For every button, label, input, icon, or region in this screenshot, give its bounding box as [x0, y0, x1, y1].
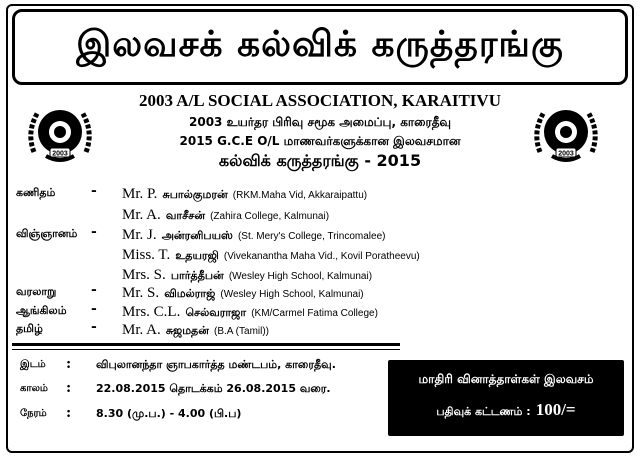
teacher-entry: Mr. A. சுஜமதன் (B.A (Tamil)) — [122, 322, 269, 338]
svg-text:2003: 2003 — [558, 150, 574, 158]
time-label: நேரம் — [20, 408, 47, 419]
time-row: நேரம் : 8.30 (மு.ப.) - 4.00 (பி.ப) — [20, 405, 242, 421]
venue-label: இடம் — [20, 359, 46, 370]
subject-row — [0, 301, 640, 321]
subject-row — [0, 183, 640, 203]
teacher-entry: Mr. P. சுபால்குமரன் (RKM.Maha Vid, Akkaraipattu) — [122, 186, 368, 202]
association-seal-right — [530, 98, 602, 170]
registration-info-box — [388, 360, 624, 436]
subject-name: வரலாறு — [16, 285, 57, 298]
separator-dash: - — [91, 301, 97, 317]
subject-row — [0, 244, 640, 264]
subject-row — [0, 224, 640, 244]
teacher-entry: Mr. S. விமல்ராஜ் (Wesley High School, Kalmunai) — [122, 285, 364, 301]
teacher-entry: Mrs. C.L. செல்வராஜா (KM/Carmel Fatima College) — [122, 304, 378, 320]
subject-row — [0, 204, 640, 224]
subject-name: ஆங்கிலம் — [16, 304, 67, 317]
teacher-entry: Mrs. S. பார்த்தீபன் (Wesley High School, Kalmunai) — [122, 267, 373, 283]
section-divider — [12, 349, 400, 350]
date-value: 22.08.2015 தொடக்கம் 26.08.2015 வரை. — [96, 382, 331, 395]
venue-row: இடம் : விபுலானந்தா ஞாபகார்த்த மண்டபம், காரைதீவு. — [20, 356, 336, 372]
title-banner — [12, 9, 628, 85]
fee-value: 100/= — [535, 400, 576, 419]
separator-dash: - — [91, 224, 97, 240]
free-papers-note: மாதிரி வினாத்தாள்கள் இலவசம் — [418, 372, 594, 386]
date-row: காலம் : 22.08.2015 தொடக்கம் 26.08.2015 வரை. — [20, 380, 331, 396]
separator-dash: - — [91, 319, 97, 335]
seminar-title: கல்விக் கருத்தரங்கு - 2015 — [218, 151, 422, 170]
subject-row — [0, 264, 640, 284]
subject-name: தமிழ் — [16, 322, 43, 335]
registration-fee — [388, 400, 624, 420]
poster-title: இலவசக் கல்விக் கருத்தரங்கு — [76, 24, 564, 65]
teacher-entry: Mr. A. வாசீசன் (Zahira College, Kalmunai) — [122, 207, 330, 223]
fee-label: பதிவுக் கட்டணம் : — [436, 405, 531, 418]
subject-row — [0, 282, 640, 302]
organization-name-tamil: 2003 உயர்தர பிரிவு சமூக அமைப்பு, காரைதீவு — [189, 115, 451, 129]
venue-value: விபுலானந்தா ஞாபகார்த்த மண்டபம், காரைதீவு. — [96, 358, 336, 371]
time-value: 8.30 (மு.ப.) - 4.00 (பி.ப) — [96, 407, 242, 420]
seminar-subtitle: 2015 G.C.E O/L மாணவர்களுக்கான இலவசமான — [179, 134, 461, 148]
subject-row — [0, 319, 640, 339]
date-label: காலம் — [20, 383, 48, 394]
subject-name: விஞ்ஞானம் — [16, 227, 78, 240]
teacher-entry: Miss. T. உதயரஜி (Vivekanantha Maha Vid., Kovil Poratheevu) — [122, 247, 420, 263]
association-seal-left — [24, 98, 96, 170]
separator-dash: - — [91, 183, 97, 199]
section-divider — [12, 343, 400, 346]
teacher-entry: Mr. J. அன்ரனிபயஸ் (St. Mery's College, Trincomalee) — [122, 227, 386, 243]
svg-text:2003: 2003 — [52, 150, 68, 158]
separator-dash: - — [91, 282, 97, 298]
subject-name: கணிதம் — [16, 186, 56, 199]
organization-name: 2003 A/L SOCIAL ASSOCIATION, KARAITIVU — [139, 91, 501, 110]
